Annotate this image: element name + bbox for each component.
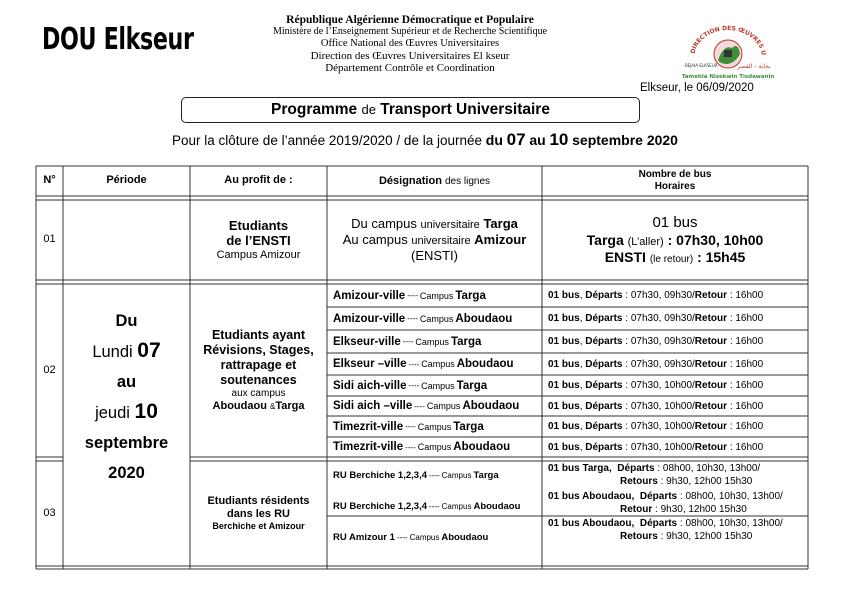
route-destination: Targa xyxy=(473,469,499,481)
route-origin: Elkseur –ville xyxy=(333,358,407,370)
route-origin: RU Berchiche 1,2,3,4 xyxy=(333,469,427,481)
row-number-03: 03 xyxy=(43,506,56,519)
header-ministry: Ministère de l’Enseignement Supérieur et de Recherche Scientifique xyxy=(272,26,548,37)
row1-beneficiary: Etudiants de l’ENSTI Campus Amizour xyxy=(216,217,301,261)
col-header-beneficiary: Au profit de : xyxy=(224,174,293,187)
ru-route-line: RU Berchiche 1,2,3,4 ---- Campus Targa xyxy=(333,469,499,481)
route-schedule: 01 bus , Départs : 07h30, 09h30/ Retour : 16h00 xyxy=(548,336,764,347)
office-brand: DOU Elkseur xyxy=(42,22,194,57)
logo-sub-text: Tamehla Nizekwin Tisdawanin xyxy=(681,74,775,80)
period-cell: Du Lundi 07 au jeudi 10 septembre 2020 xyxy=(84,312,169,482)
route-schedule: 01 bus , Départs : 07h30, 09h30/ Retour : 16h00 xyxy=(548,313,764,324)
route-schedule: 01 bus , Départs : 07h30, 10h00/ Retour : 16h00 xyxy=(548,421,764,432)
route-origin: Sidi aich-ville xyxy=(333,379,407,392)
ru-route-line: RU Berchiche 1,2,3,4 ---- Campus Aboudaou xyxy=(333,500,521,512)
ru-route-schedule: 01 bus Targa, Départs : 08h00, 10h30, 13h00/ Retours : 9h30, 12h00 15h30 xyxy=(548,463,761,487)
ru-route-schedule: 01 bus Aboudaou, Départs : 08h00, 10h30, 13h00/ Retours : 9h30, 12h00 15h30 xyxy=(548,518,783,542)
route-destination: Aboudaou xyxy=(441,531,489,543)
route-origin: RU Berchiche 1,2,3,4 xyxy=(333,500,427,512)
row1-designation: Du campus universitaire Targa Au campus universitaire Amizour (ENSTI) xyxy=(342,216,527,264)
route-line: Amizour-ville ---- Campus Aboudaou xyxy=(333,312,513,325)
row3-beneficiary: Etudiants résidents dans les RU Berchiche et Amizour xyxy=(207,494,310,532)
route-destination: Targa xyxy=(450,335,482,348)
document-subtitle: Pour la clôture de l’année 2019/2020 / de la journée du 07 au 10 septembre 2020 xyxy=(172,130,678,149)
route-origin: Sidi aich –ville xyxy=(333,400,413,412)
document-title: Programme de Transport Universitaire xyxy=(181,97,640,123)
route-line: Amizour-ville ---- Campus Targa xyxy=(333,289,486,302)
route-schedule: 01 bus , Départs : 07h30, 09h30/ Retour : 16h00 xyxy=(548,358,764,370)
route-origin: Amizour-ville xyxy=(333,289,406,302)
ru-route-line: RU Amizour 1 ---- Campus Aboudaou xyxy=(333,531,489,543)
route-origin: Timezrit-ville xyxy=(333,441,404,453)
route-destination: Aboudaou xyxy=(453,441,511,453)
route-schedule: 01 bus , Départs : 07h30, 10h00/ Retour : 16h00 xyxy=(548,380,764,391)
logo-arc-text: DIRECTION DES ŒUVRES U xyxy=(689,24,767,56)
route-line: Elkseur-ville ---- Campus Targa xyxy=(333,335,482,348)
route-destination: Targa xyxy=(456,379,488,392)
route-destination: Targa xyxy=(455,289,486,302)
route-line: Elkseur –ville ---- Campus Aboudaou xyxy=(333,358,514,370)
route-schedule: 01 bus , Départs : 07h30, 10h00/ Retour : 16h00 xyxy=(548,400,764,412)
col-header-number: N° xyxy=(43,174,56,187)
route-origin: RU Amizour 1 xyxy=(333,531,395,543)
col-header-designation: Désignation des lignes xyxy=(378,175,491,187)
route-line: Timezrit-ville ---- Campus Targa xyxy=(333,420,484,433)
header-direction: Direction des Œuvres Universitaires El kseur xyxy=(310,50,510,62)
route-destination: Aboudaou xyxy=(455,312,513,325)
route-line: Sidi aich-ville ---- Campus Targa xyxy=(333,379,488,392)
route-schedule: 01 bus , Départs : 07h30, 09h30/ Retour : 16h00 xyxy=(548,290,764,301)
ru-route-schedule: 01 bus Aboudaou, Départs : 08h00, 10h30, 13h00/ Retour : 9h30, 12h00 15h30 xyxy=(548,491,783,515)
row-number-01: 01 xyxy=(43,233,56,246)
route-destination: Aboudaou xyxy=(473,500,521,512)
document-date: Elkseur, le 06/09/2020 xyxy=(640,82,754,94)
svg-text:بجاية - القصر: بجاية - القصر xyxy=(737,63,771,70)
route-origin: Timezrit-ville xyxy=(333,420,404,433)
route-destination: Aboudaou xyxy=(462,400,520,412)
route-line: Sidi aich –ville ---- Campus Aboudaou xyxy=(333,400,520,412)
logo-left-caption: BEJAIA-ELKSEUR xyxy=(685,63,718,68)
col-header-period: Période xyxy=(106,174,147,187)
route-destination: Aboudaou xyxy=(456,358,514,370)
col-header-bus-schedule: Nombre de bus Horaires xyxy=(638,169,712,192)
header-office: Office National des Œuvres Universitaires xyxy=(320,38,500,49)
route-line: Timezrit-ville ---- Campus Aboudaou xyxy=(333,441,511,453)
header-republic: République Algérienne Démocratique et Populaire xyxy=(286,14,534,26)
route-origin: Elkseur-ville xyxy=(333,335,401,348)
route-destination: Targa xyxy=(453,420,484,433)
header-department: Département Contrôle et Coordination xyxy=(325,62,495,74)
route-schedule: 01 bus , Départs : 07h30, 10h00/ Retour : 16h00 xyxy=(548,441,764,453)
row-number-02: 02 xyxy=(43,363,56,376)
row1-bus-schedule: 01 bus Targa (L’aller) : 07h30, 10h00 ENSTI (le retour) : 15h45 xyxy=(586,213,764,266)
route-origin: Amizour-ville xyxy=(333,312,406,325)
row2-beneficiary: Etudiants ayant Révisions, Stages, rattrapage et soutenances aux campus Aboudaou &Targa xyxy=(203,327,314,412)
